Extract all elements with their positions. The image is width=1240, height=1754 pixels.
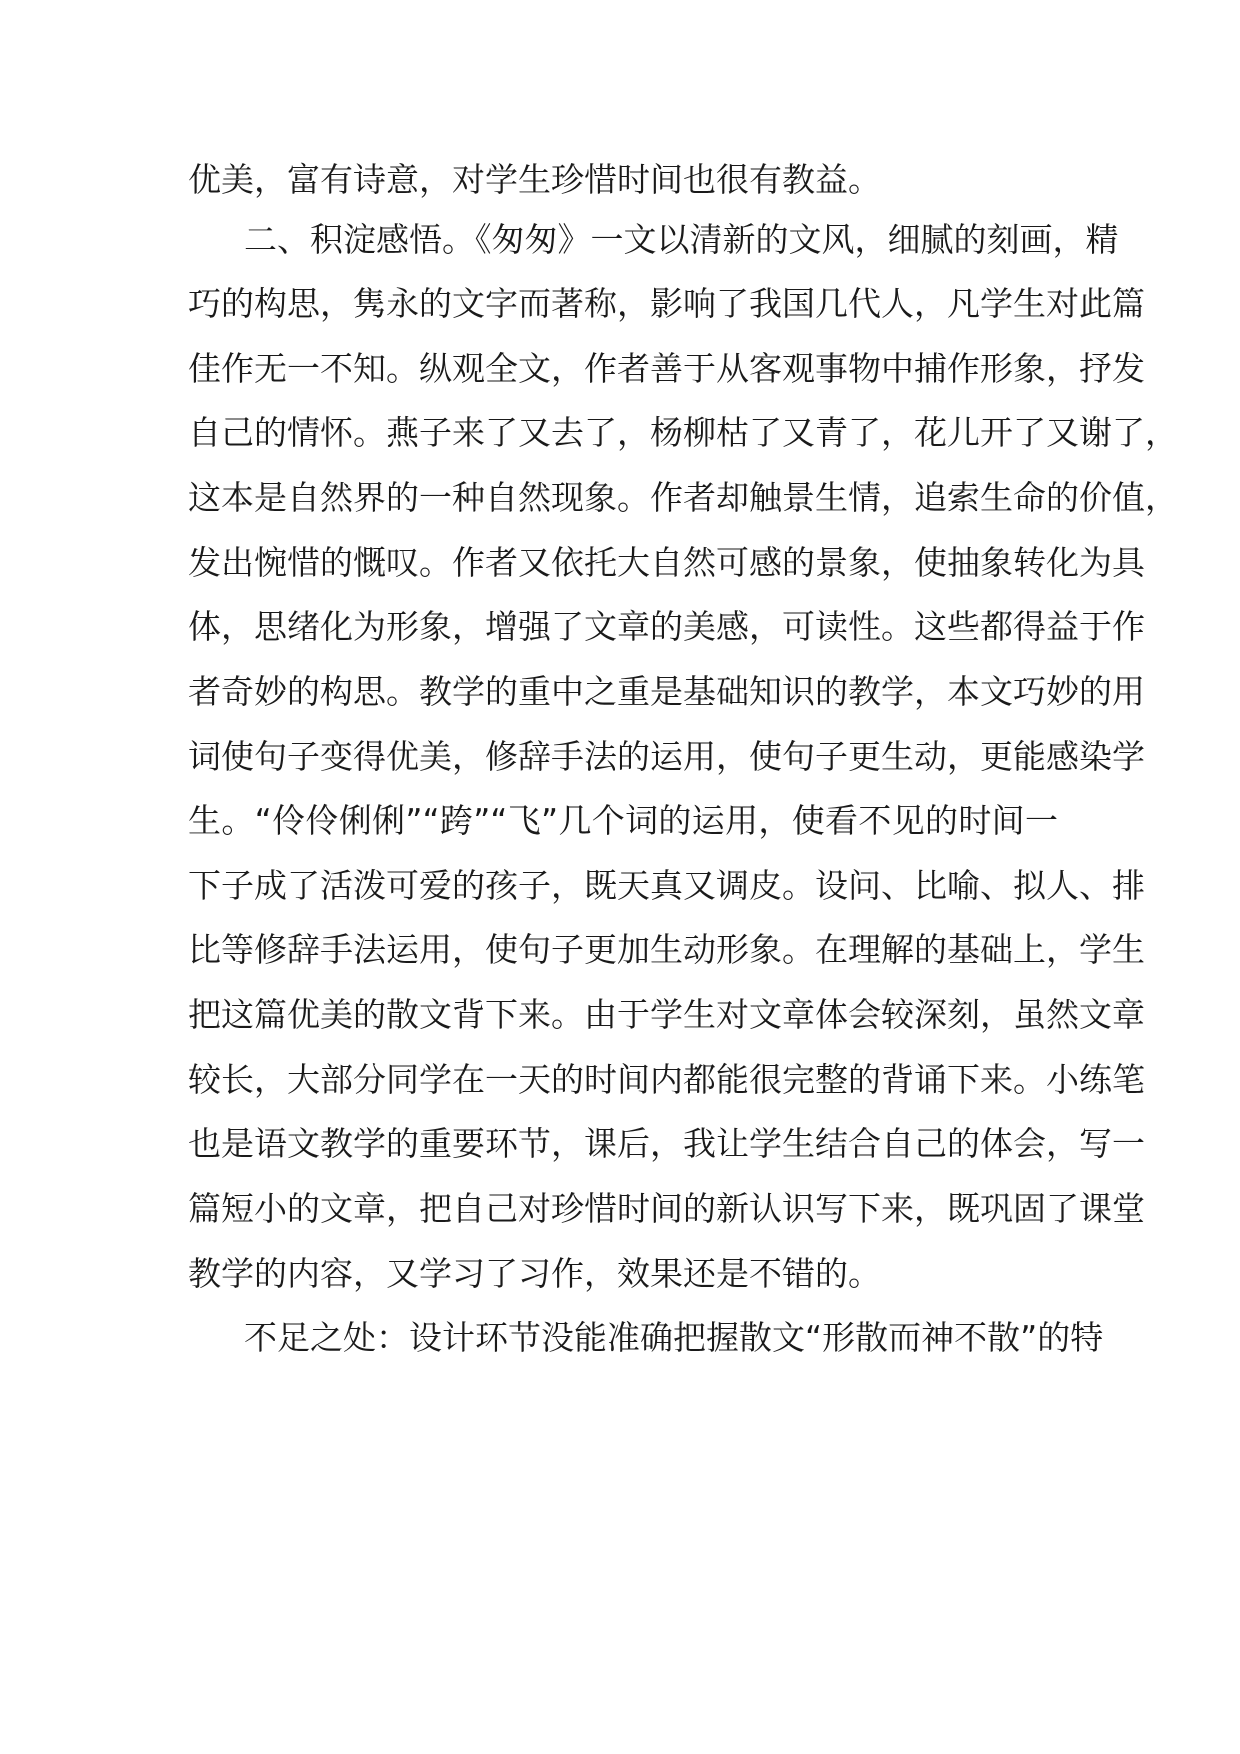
text-line: 生。“伶伶俐俐”“跨”“飞”几个词的运用，使看不见的时间一 <box>188 801 1058 840</box>
text-line: 较长，大部分同学在一天的时间内都能很完整的背诵下来。小练笔 <box>188 1060 1145 1099</box>
text-line: 把这篇优美的散文背下来。由于学生对文章体会较深刻，虽然文章 <box>188 995 1145 1034</box>
text-line: 巧的构思，隽永的文字而著称，影响了我国几代人，凡学生对此篇 <box>188 284 1145 323</box>
text-line: 优美，富有诗意，对学生珍惜时间也很有教益。 <box>188 160 881 199</box>
text-line: 下子成了活泼可爱的孩子，既天真又调皮。设问、比喻、拟人、排 <box>188 866 1145 905</box>
text-line: 篇短小的文章，把自己对珍惜时间的新认识写下来，既巩固了课堂 <box>188 1189 1145 1228</box>
text-line: 这本是自然界的一种自然现象。作者却触景生情，追索生命的价值， <box>188 478 1178 517</box>
text-line: 发出惋惜的慨叹。作者又依托大自然可感的景象，使抽象转化为具 <box>188 543 1145 582</box>
text-line: 比等修辞手法运用，使句子更加生动形象。在理解的基础上，学生 <box>188 930 1145 969</box>
paragraph-start-line: 不足之处：设计环节没能准确把握散文“形散而神不散”的特 <box>244 1318 1104 1357</box>
text-line: 词使句子变得优美，修辞手法的运用，使句子更生动，更能感染学 <box>188 737 1145 776</box>
paragraph-start-line: 二、积淀感悟。《匆匆》一文以清新的文风，细腻的刻画，精 <box>244 220 1119 259</box>
text-line: 体，思绪化为形象，增强了文章的美感，可读性。这些都得益于作 <box>188 607 1145 646</box>
text-line: 佳作无一不知。纵观全文，作者善于从客观事物中捕作形象，抒发 <box>188 349 1145 388</box>
text-line: 教学的内容，又学习了习作，效果还是不错的。 <box>188 1254 881 1293</box>
text-line: 自己的情怀。燕子来了又去了，杨柳枯了又青了，花儿开了又谢了， <box>188 413 1178 452</box>
text-line: 者奇妙的构思。教学的重中之重是基础知识的教学，本文巧妙的用 <box>188 672 1145 711</box>
text-line: 也是语文教学的重要环节，课后，我让学生结合自己的体会，写一 <box>188 1124 1145 1163</box>
